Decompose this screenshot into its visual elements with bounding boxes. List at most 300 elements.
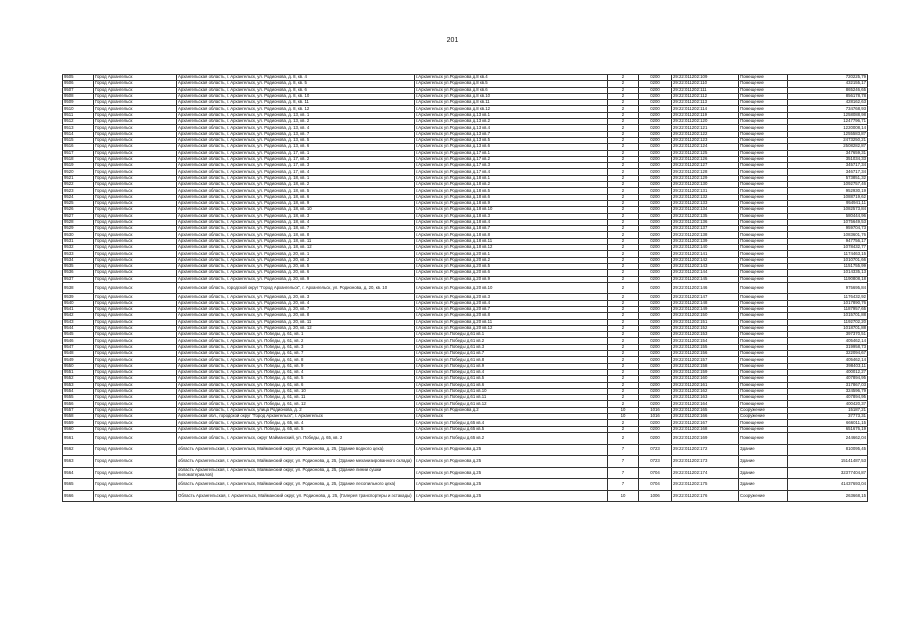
cadastral-cost-cell: 1075649,53 <box>788 219 868 225</box>
row-number-cell: 9552 <box>63 376 94 382</box>
code-a-cell: 2 <box>608 369 639 375</box>
cadastral-cost-cell: 1174463,15 <box>788 251 868 257</box>
short-address-cell: г.Архангельск ул.Победы д.65 кв.4 <box>415 420 608 426</box>
row-number-cell: 9510 <box>63 106 94 112</box>
cadastral-number-cell: 29:22:011202:121 <box>672 125 739 131</box>
table-row <box>63 382 868 388</box>
code-b-cell: 0200 <box>639 144 672 150</box>
row-number-cell: 9538 <box>63 282 94 294</box>
code-b-cell: 0200 <box>639 363 672 369</box>
code-a-cell: 2 <box>608 100 639 106</box>
short-address-cell: г.Архангельск ул.Победы д.61 кв.8 <box>415 357 608 363</box>
object-type-cell: Помещение <box>739 282 788 294</box>
full-address-cell: Архангельская область, г. Архангельск, ул. Родионова, д. 20, кв. 3 <box>177 294 415 300</box>
table-row <box>63 420 868 426</box>
code-b-cell: 0200 <box>639 332 672 338</box>
code-b-cell: 0200 <box>639 156 672 162</box>
row-number-cell: 9531 <box>63 238 94 244</box>
code-a-cell: 2 <box>608 156 639 162</box>
object-type-cell: Помещение <box>739 125 788 131</box>
cadastral-cost-cell: 959704,73 <box>788 226 868 232</box>
short-address-cell: г.Архангельск ул.Родионова д.18 кв.12 <box>415 245 608 251</box>
full-address-cell: Архангельская область, г. Архангельск, ул. Родионова, д. 20, кв. 5 <box>177 263 415 269</box>
object-type-cell: Здание <box>739 444 788 456</box>
code-a-cell: 2 <box>608 213 639 219</box>
code-b-cell: 0200 <box>639 207 672 213</box>
code-b-cell: 0200 <box>639 395 672 401</box>
cadastral-cost-cell: 397370,51 <box>788 332 868 338</box>
full-address-cell: Архангельская область, г. Архангельск, ул. Родионова, д. 17, кв. 2 <box>177 156 415 162</box>
municipality-cell: Город Архангельск <box>94 282 177 294</box>
code-b-cell: 0200 <box>639 401 672 407</box>
full-address-cell: Архангельская область, г. Архангельск, ул. Родионова, д. 20, кв. 7 <box>177 306 415 312</box>
full-address-cell: Архангельская область, г. Архангельск, ул. Родионова, д. 13, кв. 5 <box>177 137 415 143</box>
row-number-cell: 9530 <box>63 232 94 238</box>
cadastral-number-cell: 29:22:011202:126 <box>672 156 739 162</box>
row-number-cell: 9516 <box>63 144 94 150</box>
table-row <box>63 125 868 131</box>
cadastral-number-cell: 29:22:011202:165 <box>672 407 739 413</box>
municipality-cell: Город Архангельск <box>94 432 177 444</box>
code-b-cell: 1016 <box>639 407 672 413</box>
row-number-cell: 9527 <box>63 213 94 219</box>
cadastral-cost-cell: 856178,78 <box>788 93 868 99</box>
short-address-cell: г.Архангельск ул.Родионова д.20 кв.6 <box>415 270 608 276</box>
cadastral-cost-cell: 952930,19 <box>788 188 868 194</box>
full-address-cell: Архангельская область, г. Архангельск, ул. Родионова, д. 18, кв. 12 <box>177 245 415 251</box>
full-address-cell: Архангельская область, г. Архангельск, ул. Родионова, д. 8, кв. 11 <box>177 100 415 106</box>
code-a-cell: 2 <box>608 144 639 150</box>
table-row <box>63 137 868 143</box>
cadastral-cost-cell: 407894,95 <box>788 395 868 401</box>
full-address-cell: Архангельская область, г. Архангельск, ул. Родионова, д. 18, кв. 5 <box>177 188 415 194</box>
table-row <box>63 300 868 306</box>
code-b-cell: 0200 <box>639 81 672 87</box>
row-number-cell: 9551 <box>63 369 94 375</box>
municipality-cell: Город Архангельск <box>94 325 177 331</box>
table-row <box>63 232 868 238</box>
code-b-cell: 0200 <box>639 93 672 99</box>
code-b-cell: 0200 <box>639 382 672 388</box>
municipality-cell: Город Архангельск <box>94 479 177 491</box>
code-a-cell: 2 <box>608 112 639 118</box>
cadastral-number-cell: 29:22:011202:133 <box>672 200 739 206</box>
code-b-cell: 0200 <box>639 325 672 331</box>
row-number-cell: 9535 <box>63 263 94 269</box>
cadastral-number-cell: 29:22:011202:135 <box>672 213 739 219</box>
cadastral-cost-cell: 428162,63 <box>788 100 868 106</box>
cadastral-cost-cell: 1015701,88 <box>788 313 868 319</box>
municipality-cell: Город Архангельск <box>94 407 177 413</box>
cadastral-number-cell: 29:22:011202:154 <box>672 338 739 344</box>
table-row <box>63 319 868 325</box>
short-address-cell: г.Архангельск ул.Родионова д.18 кв.10 <box>415 207 608 213</box>
cadastral-cost-cell: 398403,11 <box>788 363 868 369</box>
cadastral-cost-cell: 15141487,53 <box>788 456 868 468</box>
full-address-cell: Архангельская область, г. Архангельск, ул. Родионова, д. 17, кв. 4 <box>177 169 415 175</box>
cadastral-cost-cell: 975695,84 <box>788 282 868 294</box>
code-b-cell: 0200 <box>639 175 672 181</box>
full-address-cell: Архангельская область, г. Архангельск, ул. Победы, д. 61, кв. 2 <box>177 338 415 344</box>
code-b-cell: 0200 <box>639 263 672 269</box>
cadastral-number-cell: 29:22:011202:136 <box>672 219 739 225</box>
object-type-cell: Помещение <box>739 420 788 426</box>
municipality-cell: Город Архангельск <box>94 270 177 276</box>
code-a-cell: 2 <box>608 401 639 407</box>
cadastral-cost-cell: 15187,21 <box>788 407 868 413</box>
code-a-cell: 2 <box>608 137 639 143</box>
cadastral-number-cell: 29:22:011202:168 <box>672 426 739 432</box>
object-type-cell: Помещение <box>739 163 788 169</box>
municipality-cell: Город Архангельск <box>94 106 177 112</box>
municipality-cell: Город Архангельск <box>94 144 177 150</box>
code-a-cell: 2 <box>608 87 639 93</box>
cadastral-number-cell: 29:22:011202:140 <box>672 245 739 251</box>
cadastral-number-cell: 29:22:011202:139 <box>672 238 739 244</box>
code-b-cell: 0200 <box>639 188 672 194</box>
short-address-cell: г.Архангельск ул.Родионова д.25 <box>415 479 608 491</box>
cadastral-number-cell: 29:22:011202:112 <box>672 93 739 99</box>
row-number-cell: 9564 <box>63 467 94 479</box>
object-type-cell: Помещение <box>739 200 788 206</box>
short-address-cell: г.Архангельск ул.Родионова д.8 кв.11 <box>415 100 608 106</box>
short-address-cell: г.Архангельск ул.Победы д.61 кв.12 <box>415 401 608 407</box>
table-row <box>63 188 868 194</box>
municipality-cell: Город Архангельск <box>94 87 177 93</box>
municipality-cell: Город Архангельск <box>94 245 177 251</box>
municipality-cell: Город Архангельск <box>94 175 177 181</box>
object-type-cell: Помещение <box>739 263 788 269</box>
full-address-cell: Архангельская область, г. Архангельск, ул. Родионова, д. 13, кв. 6 <box>177 144 415 150</box>
municipality-cell: Город Архангельск <box>94 125 177 131</box>
cadastral-number-cell: 29:22:011202:114 <box>672 106 739 112</box>
object-type-cell: Помещение <box>739 351 788 357</box>
cadastral-number-cell: 29:22:011202:174 <box>672 467 739 479</box>
code-a-cell: 2 <box>608 238 639 244</box>
municipality-cell: Город Архангельск <box>94 490 177 502</box>
table-row <box>63 363 868 369</box>
cadastral-cost-cell: 319958,73 <box>788 344 868 350</box>
object-type-cell: Помещение <box>739 363 788 369</box>
code-b-cell: 0200 <box>639 112 672 118</box>
table-row <box>63 119 868 125</box>
code-a-cell: 10 <box>608 490 639 502</box>
code-a-cell: 2 <box>608 313 639 319</box>
object-type-cell: Помещение <box>739 338 788 344</box>
object-type-cell: Помещение <box>739 251 788 257</box>
full-address-cell: Архангельская область, г. Архангельск, ул. Родионова, д. 20, кв. 6 <box>177 270 415 276</box>
code-a-cell: 2 <box>608 426 639 432</box>
short-address-cell: г.Архангельск ул.Родионова д.18 кв.5 <box>415 188 608 194</box>
municipality-cell: Город Архангельск <box>94 344 177 350</box>
full-address-cell: Архангельская область, г. Архангельск, ул. Родионова, д. 18, кв. 8 <box>177 232 415 238</box>
municipality-cell: Город Архангельск <box>94 238 177 244</box>
short-address-cell: г.Архангельск ул.Родионова д.17 кв.4 <box>415 169 608 175</box>
code-a-cell: 2 <box>608 257 639 263</box>
table-row <box>63 163 868 169</box>
row-number-cell: 9513 <box>63 125 94 131</box>
row-number-cell: 9545 <box>63 332 94 338</box>
code-b-cell: 0200 <box>639 338 672 344</box>
cadastral-cost-cell: 954941,11 <box>788 200 868 206</box>
object-type-cell: Помещение <box>739 194 788 200</box>
municipality-cell: Город Архангельск <box>94 300 177 306</box>
cadastral-number-cell: 29:22:011202:143 <box>672 263 739 269</box>
object-type-cell: Помещение <box>739 257 788 263</box>
municipality-cell: Город Архангельск <box>94 332 177 338</box>
table-row <box>63 338 868 344</box>
short-address-cell: г.Архангельск ул.Победы д.65 кв.2 <box>415 432 608 444</box>
municipality-cell: Город Архангельск <box>94 382 177 388</box>
table-row <box>63 294 868 300</box>
table-row <box>63 444 868 456</box>
municipality-cell: Город Архангельск <box>94 213 177 219</box>
cadastral-cost-cell: 580444,96 <box>788 213 868 219</box>
cadastral-cost-cell: 400420,37 <box>788 401 868 407</box>
object-type-cell: Помещение <box>739 382 788 388</box>
table-row <box>63 401 868 407</box>
full-address-cell: Архангельская область, г. Архангельск, ул. Родионова, д. 18, кв. 6 <box>177 194 415 200</box>
cadastral-number-cell: 29:22:011202:153 <box>672 332 739 338</box>
full-address-cell: Архангельская область, г. Архангельск, ул. Родионова, д. 18, кв. 9 <box>177 200 415 206</box>
full-address-cell: Архангельская область, г. Архангельск, ул. Победы, д. 61, кв. 3 <box>177 344 415 350</box>
code-b-cell: 0200 <box>639 426 672 432</box>
short-address-cell: г.Архангельск <box>415 414 608 420</box>
cadastral-number-cell: 29:22:011202:150 <box>672 313 739 319</box>
code-b-cell: 0200 <box>639 131 672 137</box>
short-address-cell: г.Архангельск ул.Родионова д.17 кв.3 <box>415 163 608 169</box>
short-address-cell: г.Архангельск ул.Родионова д.18 кв.7 <box>415 226 608 232</box>
code-a-cell: 2 <box>608 169 639 175</box>
code-a-cell: 2 <box>608 319 639 325</box>
cadastral-cost-cell: 1010701,66 <box>788 257 868 263</box>
short-address-cell: г.Архангельск ул.Родионова д.17 кв.2 <box>415 156 608 162</box>
full-address-cell: Архангельская область, г. Архангельск, ул. Родионова, д. 17, кв. 1 <box>177 150 415 156</box>
code-b-cell: 0200 <box>639 106 672 112</box>
short-address-cell: г.Архангельск ул.Родионова д.8 кв.10 <box>415 93 608 99</box>
row-number-cell: 9560 <box>63 426 94 432</box>
short-address-cell: г.Архангельск ул.Родионова д.18 кв.6 <box>415 194 608 200</box>
object-type-cell: Сооружение <box>739 407 788 413</box>
municipality-cell: Город Архангельск <box>94 420 177 426</box>
object-type-cell: Помещение <box>739 226 788 232</box>
code-a-cell: 7 <box>608 467 639 479</box>
code-b-cell: 0200 <box>639 420 672 426</box>
full-address-cell: Архангельская область, г. Архангельск, ул. Победы, д. 61, кв. 4 <box>177 369 415 375</box>
cadastral-cost-cell: 947756,17 <box>788 238 868 244</box>
code-a-cell: 2 <box>608 432 639 444</box>
table-row <box>63 156 868 162</box>
cadastral-number-cell: 29:22:011202:156 <box>672 351 739 357</box>
row-number-cell: 9532 <box>63 245 94 251</box>
short-address-cell: г.Архангельск ул.Родионова д.13 кв.4 <box>415 125 608 131</box>
code-b-cell: 0200 <box>639 300 672 306</box>
short-address-cell: г.Архангельск ул.Родионова д.13 кв.7 <box>415 131 608 137</box>
cadastral-number-cell: 29:22:011202:125 <box>672 150 739 156</box>
full-address-cell: Архангельская область, г. Архангельск, ул. Родионова, д. 13, кв. 7 <box>177 131 415 137</box>
cadastral-cost-cell: 810095,45 <box>788 444 868 456</box>
table-row <box>63 150 868 156</box>
code-a-cell: 2 <box>608 81 639 87</box>
code-a-cell: 2 <box>608 300 639 306</box>
cadastral-cost-cell: 1083601,76 <box>788 232 868 238</box>
table-row <box>63 207 868 213</box>
cadastral-cost-cell: 1014335,13 <box>788 270 868 276</box>
code-b-cell: 0200 <box>639 150 672 156</box>
cadastral-cost-cell: 1255583,87 <box>788 131 868 137</box>
row-number-cell: 9512 <box>63 119 94 125</box>
object-type-cell: Помещение <box>739 313 788 319</box>
code-a-cell: 2 <box>608 294 639 300</box>
object-type-cell: Помещение <box>739 175 788 181</box>
code-a-cell: 2 <box>608 119 639 125</box>
object-type-cell: Помещение <box>739 332 788 338</box>
municipality-cell: Город Архангельск <box>94 306 177 312</box>
full-address-cell: Архангельская область, г. Архангельск, ул. Победы, д. 61, кв. 11 <box>177 395 415 401</box>
code-b-cell: 1006 <box>639 490 672 502</box>
code-b-cell: 0200 <box>639 194 672 200</box>
code-b-cell: 0200 <box>639 100 672 106</box>
table-row <box>63 332 868 338</box>
short-address-cell: г.Архангельск ул.Родионова д.2 <box>415 407 608 413</box>
row-number-cell: 9507 <box>63 87 94 93</box>
cadastral-number-cell: 29:22:011202:132 <box>672 194 739 200</box>
row-number-cell: 9521 <box>63 175 94 181</box>
full-address-cell: Архангельская область, г. Архангельск, ул. Родионова, д. 20, кв. 11 <box>177 319 415 325</box>
short-address-cell: г.Архангельск ул.Родионова д.13 кв.5 <box>415 137 608 143</box>
cadastral-number-cell: 29:22:011202:157 <box>672 357 739 363</box>
cadastral-number-cell: 29:22:011202:176 <box>672 490 739 502</box>
municipality-cell: Город Архангельск <box>94 319 177 325</box>
table-row <box>63 351 868 357</box>
cadastral-cost-cell: 1151755,99 <box>788 263 868 269</box>
table-row <box>63 251 868 257</box>
table-row <box>63 467 868 479</box>
object-type-cell: Помещение <box>739 150 788 156</box>
code-b-cell: 0200 <box>639 238 672 244</box>
object-type-cell: Помещение <box>739 344 788 350</box>
object-type-cell: Помещение <box>739 401 788 407</box>
row-number-cell: 9534 <box>63 257 94 263</box>
row-number-cell: 9518 <box>63 156 94 162</box>
code-a-cell: 2 <box>608 245 639 251</box>
cadastral-cost-cell: 2508282,87 <box>788 144 868 150</box>
full-address-cell: Архангельская область, г. Архангельск, ул. Родионова, д. 8, кв. 4 <box>177 75 415 81</box>
full-address-cell: Архангельская область, г. Архангельск, ул. Родионова, д. 18, кв. 3 <box>177 213 415 219</box>
cadastral-cost-cell: 405462,14 <box>788 357 868 363</box>
code-b-cell: 0200 <box>639 282 672 294</box>
object-type-cell: Помещение <box>739 137 788 143</box>
short-address-cell: г.Архангельск ул.Родионова д.20 кв.3 <box>415 294 608 300</box>
table-row <box>63 219 868 225</box>
short-address-cell: г.Архангельск ул.Родионова д.13 кв.6 <box>415 144 608 150</box>
row-number-cell: 9540 <box>63 300 94 306</box>
cadastral-cost-cell: 1220008,14 <box>788 125 868 131</box>
full-address-cell: область Архангельская, г. Архангельск, Майманский округ, ул. Родионова, д. 25, (Здание водного цеха) <box>177 444 415 456</box>
full-address-cell: Архангельская область, г. Архангельск, ул. Родионова, д. 18, кв. 4 <box>177 219 415 225</box>
object-type-cell: Помещение <box>739 81 788 87</box>
cadastral-cost-cell: 651676,19 <box>788 426 868 432</box>
table-row <box>63 169 868 175</box>
row-number-cell: 9558 <box>63 414 94 420</box>
cadastral-cost-cell: 573851,32 <box>788 175 868 181</box>
short-address-cell: г.Архангельск ул.Родионова д.20 кв.12 <box>415 325 608 331</box>
short-address-cell: г.Архангельск ул.Победы д.61 кв.6 <box>415 382 608 388</box>
cadastral-cost-cell: 1082573,84 <box>788 207 868 213</box>
code-b-cell: 0200 <box>639 319 672 325</box>
code-a-cell: 2 <box>608 276 639 282</box>
code-a-cell: 2 <box>608 325 639 331</box>
code-a-cell: 2 <box>608 332 639 338</box>
row-number-cell: 9506 <box>63 81 94 87</box>
code-a-cell: 2 <box>608 175 639 181</box>
short-address-cell: г.Архангельск ул.Родионова д.17 кв.1 <box>415 150 608 156</box>
code-a-cell: 2 <box>608 93 639 99</box>
row-number-cell: 9554 <box>63 388 94 394</box>
object-type-cell: Помещение <box>739 219 788 225</box>
row-number-cell: 9553 <box>63 382 94 388</box>
municipality-cell: Город Архангельск <box>94 414 177 420</box>
full-address-cell: Архангельская область, г. Архангельск, ул. Родионова, д. 8, кв. 5 <box>177 81 415 87</box>
municipality-cell: Город Архангельск <box>94 232 177 238</box>
object-type-cell: Сооружение <box>739 414 788 420</box>
object-type-cell: Здание <box>739 456 788 468</box>
code-b-cell: 0723 <box>639 456 672 468</box>
cadastral-cost-cell: 263668,15 <box>788 490 868 502</box>
municipality-cell: Город Архангельск <box>94 251 177 257</box>
short-address-cell: г.Архангельск ул.Родионова д.18 кв.3 <box>415 213 608 219</box>
table-row <box>63 75 868 81</box>
short-address-cell: г.Архангельск ул.Родионова д.8 кв.5 <box>415 81 608 87</box>
code-a-cell: 2 <box>608 188 639 194</box>
short-address-cell: г.Архангельск ул.Победы д.61 кв.3 <box>415 344 608 350</box>
full-address-cell: Архангельская область, городской округ "Город Архангельск", г. Архангельск, ул. Родионова, д. 20, кв. 10 <box>177 282 415 294</box>
cadastral-cost-cell: 407894,95 <box>788 376 868 382</box>
cadastral-number-cell: 29:22:011202:167 <box>672 420 739 426</box>
cadastral-cost-cell: 37773,31 <box>788 414 868 420</box>
code-a-cell: 10 <box>608 414 639 420</box>
table-row <box>63 226 868 232</box>
object-type-cell: Здание <box>739 479 788 491</box>
object-type-cell: Помещение <box>739 188 788 194</box>
full-address-cell: Архангельская область, г. Архангельск, ул. Родионова, д. 20, кв. 9 <box>177 276 415 282</box>
object-type-cell: Помещение <box>739 357 788 363</box>
object-type-cell: Помещение <box>739 432 788 444</box>
full-address-cell: Архангельская область, г. Архангельск, ул. Родионова, д. 20, кв. 2 <box>177 257 415 263</box>
object-type-cell: Помещение <box>739 395 788 401</box>
cadastral-cost-cell: 1017890,76 <box>788 300 868 306</box>
table-row <box>63 106 868 112</box>
code-b-cell: 0200 <box>639 87 672 93</box>
municipality-cell: Город Архангельск <box>94 276 177 282</box>
code-a-cell: 2 <box>608 282 639 294</box>
cadastral-cost-cell: 432155,17 <box>788 81 868 87</box>
cadastral-number-cell: 29:22:011202:152 <box>672 325 739 331</box>
full-address-cell: область Архангельская, г. Архангельск, Майманский округ, ул. Родионова, д. 25, (Здание линии сушки пиломатериалов) <box>177 467 415 479</box>
cadastral-cost-cell: 1190808,18 <box>788 276 868 282</box>
table-row <box>63 200 868 206</box>
cadastral-number-cell: 29:22:011202:129 <box>672 175 739 181</box>
code-a-cell: 10 <box>608 407 639 413</box>
cadastral-number-cell: 29:22:011202:138 <box>672 232 739 238</box>
short-address-cell: г.Архангельск ул.Родионова д.25 <box>415 490 608 502</box>
code-b-cell: 0200 <box>639 75 672 81</box>
registry-table <box>62 74 868 502</box>
cadastral-number-cell: 29:22:011202:111 <box>672 87 739 93</box>
object-type-cell: Помещение <box>739 300 788 306</box>
full-address-cell: Архангельская область, г. Архангельск, ул. Победы, д. 61, кв. 1 <box>177 332 415 338</box>
table-row <box>63 395 868 401</box>
